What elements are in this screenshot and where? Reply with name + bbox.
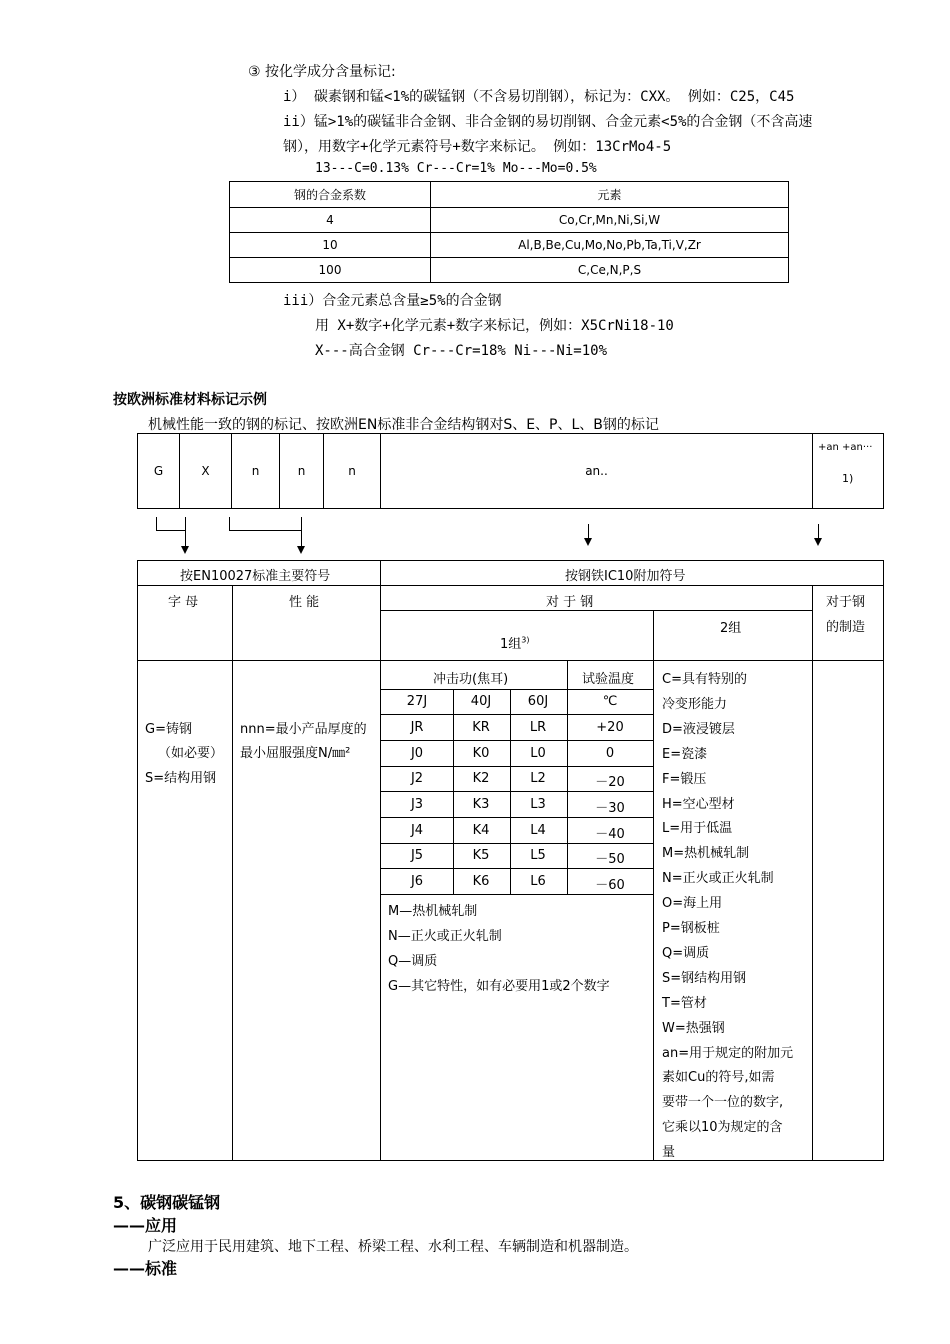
- group2-line: S=钢结构用钢: [662, 970, 747, 986]
- impact-cell: 0: [605, 746, 615, 761]
- group2-line: E=瓷漆: [662, 746, 708, 762]
- section5-title: 5、碳钢碳锰钢: [113, 1193, 221, 1212]
- group2-line: 冷变形能力: [662, 696, 728, 712]
- left-header: 按EN10027标准主要符号: [180, 569, 331, 584]
- group2-line: C=具有特别的: [662, 672, 747, 687]
- alloy-cell: 4: [230, 208, 431, 233]
- impact-cell: J6: [410, 874, 424, 889]
- impact-cell: LR: [529, 720, 547, 735]
- group1-note: G—其它特性，如有必要用1或2个数字: [388, 979, 610, 994]
- temp-header: 试验温度: [582, 672, 635, 687]
- group1-note: Q—调质: [388, 954, 438, 969]
- impact-cell: J3: [410, 797, 424, 812]
- impact-cell: L5: [530, 848, 546, 863]
- group2-line: N=正火或正火轧制: [662, 871, 774, 887]
- impact-cell: KR: [472, 720, 490, 735]
- alloy-cell: 10: [230, 233, 431, 258]
- group2-line: D=液浸镀层: [662, 721, 735, 737]
- section3-ii-line2: 钢），用数字+化学元素符号+数字来标记。 例如：13CrMo4-5: [283, 139, 672, 155]
- section3-heading: ③ 按化学成分含量标记:: [248, 64, 396, 80]
- section3-iii-line3: X---高合金钢 Cr---Cr=18% Ni---Ni=10%: [315, 343, 608, 359]
- group2-line: M=热机械轧制: [662, 846, 750, 862]
- impact-col-header: 40J: [470, 694, 492, 709]
- col-manufacture-1: 对于钢: [826, 595, 866, 610]
- impact-cell: L6: [530, 874, 546, 889]
- section3-iii-line1: iii）合金元素总含量≥5%的合金钢: [283, 293, 502, 309]
- group2-line: T=管材: [662, 995, 707, 1011]
- alloy-cell: C,Ce,N,P,S: [431, 258, 789, 283]
- impact-cell: J4: [410, 823, 424, 838]
- alloy-cell: Co,Cr,Mn,Ni,Si,W: [431, 208, 789, 233]
- impact-cell: JR: [410, 720, 424, 735]
- group1-note: N—正火或正火轧制: [388, 929, 502, 944]
- alloy-table: [229, 181, 789, 283]
- impact-cell: －30: [595, 801, 625, 816]
- impact-cell: L0: [530, 746, 546, 761]
- col-manufacture-2: 的制造: [826, 620, 866, 635]
- col-for-steel: 对 于 钢: [546, 595, 594, 610]
- impact-col-header: ℃: [602, 694, 618, 709]
- box-n2: n: [279, 433, 324, 509]
- box-an: an..: [380, 433, 813, 509]
- section3-i: i） 碳素钢和锰<1%的碳锰钢（不含易切削钢），标记为：CXX。 例如：C25，C45: [283, 89, 795, 105]
- impact-cell: L3: [530, 797, 546, 812]
- impact-cell: J0: [410, 746, 424, 761]
- group2-label: 2组: [720, 621, 742, 636]
- impact-cell: +20: [596, 720, 624, 735]
- right-header: 按钢铁IC10附加符号: [565, 569, 686, 584]
- group2-line: 素如Cu的符号,如需: [662, 1070, 775, 1086]
- box-g: G: [137, 433, 180, 509]
- group2-line: F=锻压: [662, 771, 707, 787]
- box-n3: n: [323, 433, 381, 509]
- impact-col-header: 60J: [527, 694, 549, 709]
- box-n1: n: [231, 433, 280, 509]
- group2-line: 量: [662, 1145, 676, 1161]
- section3-ii-line3: 13---C=0.13% Cr---Cr=1% Mo---Mo=0.5%: [315, 161, 597, 176]
- group2-line: O=海上用: [662, 896, 723, 912]
- group2-line: 它乘以10为规定的含: [662, 1120, 783, 1136]
- impact-cell: J2: [410, 771, 424, 786]
- section3-iii-line2: 用 X+数字+化学元素+数字来标记，例如：X5CrNi18-10: [315, 318, 674, 334]
- letter-line: S=结构用钢: [145, 771, 217, 786]
- impact-cell: －60: [595, 878, 625, 893]
- alloy-cell: 100: [230, 258, 431, 283]
- impact-cell: －20: [595, 775, 625, 790]
- group1-note: M—热机械轧制: [388, 904, 478, 919]
- impact-cell: K4: [472, 823, 490, 838]
- group2-line: an=用于规定的附加元: [662, 1045, 794, 1061]
- impact-cell: K6: [472, 874, 490, 889]
- alloy-header-elements: 元素: [431, 182, 789, 208]
- col-performance: 性 能: [289, 595, 320, 610]
- section5-app-text: 广泛应用于民用建筑、地下工程、桥梁工程、水利工程、车辆制造和机器制造。: [148, 1239, 638, 1255]
- impact-header: 冲击功(焦耳): [433, 672, 509, 687]
- impact-cell: －40: [595, 827, 625, 842]
- perf-line: nnn=最小产品厚度的: [240, 722, 367, 737]
- impact-cell: K2: [472, 771, 490, 786]
- col-letter: 字 母: [168, 595, 199, 610]
- section3-ii-line1: ii）锰>1%的碳锰非合金钢、非合金钢的易切削钢、合金元素<5%的合金钢（不含高速: [283, 114, 813, 130]
- section5-app-title: ——应用: [113, 1216, 178, 1235]
- impact-cell: K3: [472, 797, 490, 812]
- letter-line: G=铸钢: [145, 722, 192, 737]
- group2-line: L=用于低温: [662, 821, 733, 837]
- impact-cell: J5: [410, 848, 424, 863]
- alloy-header-coef: 钢的合金系数: [230, 182, 431, 208]
- section5-std-title: ——标准: [113, 1259, 178, 1278]
- group2-line: H=空心型材: [662, 796, 735, 812]
- impact-cell: L4: [530, 823, 546, 838]
- impact-cell: L2: [530, 771, 546, 786]
- box-extra-top: +an +an···: [818, 442, 873, 453]
- euro-subtitle: 机械性能一致的钢的标记、按欧洲EN标准非合金结构钢对S、E、P、L、B钢的标记: [148, 417, 659, 433]
- group1-sup: 3): [521, 635, 530, 645]
- group2-line: P=钢板桩: [662, 921, 720, 936]
- impact-cell: －50: [595, 852, 625, 867]
- box-extra-bottom: 1): [842, 472, 854, 485]
- perf-line: 最小屈服强度N/㎜²: [240, 746, 351, 761]
- impact-cell: K0: [472, 746, 490, 761]
- letter-line: （如必要）: [158, 746, 224, 761]
- euro-title: 按欧洲标准材料标记示例: [113, 392, 267, 408]
- group2-line: W=热强钢: [662, 1020, 725, 1036]
- group1-label: 1组$^{3)}$: [500, 635, 530, 652]
- group2-line: 要带一个一位的数字,: [662, 1095, 784, 1111]
- group2-line: Q=调质: [662, 945, 710, 961]
- alloy-cell: Al,B,Be,Cu,Mo,No,Pb,Ta,Ti,V,Zr: [431, 233, 789, 258]
- impact-cell: K5: [472, 848, 490, 863]
- impact-col-header: 27J: [406, 694, 428, 709]
- box-x: X: [179, 433, 232, 509]
